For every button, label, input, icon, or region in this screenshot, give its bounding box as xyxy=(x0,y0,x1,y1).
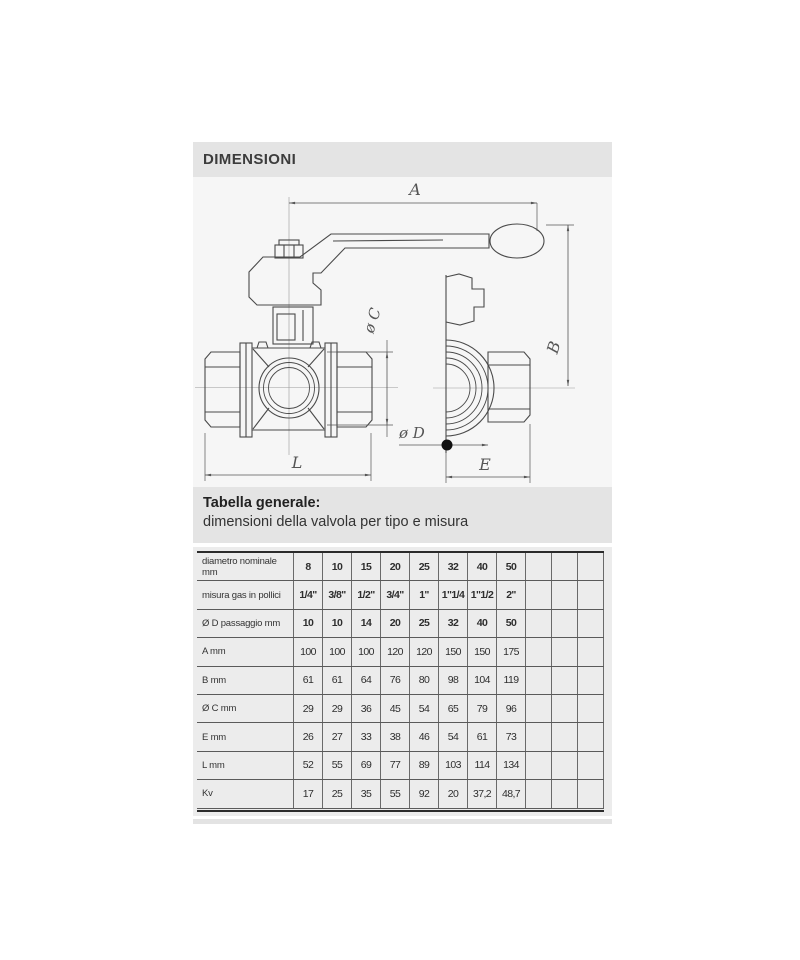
table-cell: 33 xyxy=(352,723,381,750)
table-cell: 80 xyxy=(410,667,439,694)
table-cell-empty xyxy=(578,610,604,637)
table-cell-empty xyxy=(578,667,604,694)
table-cell-empty xyxy=(526,752,552,779)
table-cell: 64 xyxy=(352,667,381,694)
table-cell-empty xyxy=(552,752,578,779)
row-label: L mm xyxy=(197,752,294,779)
table-cell: 150 xyxy=(468,638,497,665)
table-cell-empty xyxy=(578,553,604,580)
dim-label-d: ø D xyxy=(399,424,425,442)
table-cell-empty xyxy=(578,752,604,779)
table-cell: 29 xyxy=(323,695,352,722)
table-cell: 79 xyxy=(468,695,497,722)
table-cell-empty xyxy=(578,780,604,807)
table-cell: 25 xyxy=(410,553,439,580)
table-cell: 55 xyxy=(381,780,410,807)
table-cell: 3/4" xyxy=(381,581,410,608)
table-cell: 40 xyxy=(468,610,497,637)
table-cell-empty xyxy=(578,695,604,722)
row-label: B mm xyxy=(197,667,294,694)
table-cell: 10 xyxy=(323,553,352,580)
dimension-b xyxy=(543,225,574,386)
row-label: E mm xyxy=(197,723,294,750)
table-cell: 73 xyxy=(497,723,526,750)
table-section-header xyxy=(193,487,612,543)
table-cell-empty xyxy=(526,581,552,608)
table-cell: 76 xyxy=(381,667,410,694)
table-cell: 26 xyxy=(294,723,323,750)
table-cell: 65 xyxy=(439,695,468,722)
dim-label-e: E xyxy=(479,455,491,474)
table-cell-empty xyxy=(552,581,578,608)
table-cell: 38 xyxy=(381,723,410,750)
table-cell: 120 xyxy=(410,638,439,665)
table-cell: 150 xyxy=(439,638,468,665)
dimension-d xyxy=(398,424,488,451)
table-cell: 89 xyxy=(410,752,439,779)
table-cell-empty xyxy=(526,610,552,637)
table-cell-empty xyxy=(552,638,578,665)
table-cell-empty xyxy=(552,610,578,637)
table-row xyxy=(197,723,604,751)
dimensions-table xyxy=(197,551,604,812)
table-subtitle: dimensioni della valvola per tipo e misura xyxy=(203,514,469,530)
table-cell: 20 xyxy=(439,780,468,807)
valve-side-view xyxy=(446,274,530,453)
table-cell-empty xyxy=(526,780,552,807)
table-cell: 1"1/2 xyxy=(468,581,497,608)
table-cell: 10 xyxy=(323,610,352,637)
table-row xyxy=(197,581,604,609)
table-cell: 61 xyxy=(323,667,352,694)
row-label: Kv xyxy=(197,780,294,807)
page-title: DIMENSIONI xyxy=(203,151,297,168)
table-cell: 40 xyxy=(468,553,497,580)
table-cell: 100 xyxy=(352,638,381,665)
table-cell-empty xyxy=(578,638,604,665)
table-cell: 35 xyxy=(352,780,381,807)
bottom-shadow-strip xyxy=(193,819,612,824)
dim-label-a: A xyxy=(409,180,421,199)
table-cell: 69 xyxy=(352,752,381,779)
table-cell: 15 xyxy=(352,553,381,580)
dim-label-l: L xyxy=(291,453,303,472)
table-cell: 52 xyxy=(294,752,323,779)
table-cell-empty xyxy=(526,553,552,580)
table-cell: 61 xyxy=(294,667,323,694)
table-cell: 92 xyxy=(410,780,439,807)
table-cell-empty xyxy=(552,667,578,694)
row-label: Ø C mm xyxy=(197,695,294,722)
table-row xyxy=(197,638,604,666)
dimension-a xyxy=(289,180,537,231)
table-cell: 98 xyxy=(439,667,468,694)
table-cell-empty xyxy=(526,695,552,722)
technical-drawing-area xyxy=(193,177,612,487)
table-row xyxy=(197,780,604,808)
table-row xyxy=(197,610,604,638)
row-label: A mm xyxy=(197,638,294,665)
table-cell: 104 xyxy=(468,667,497,694)
row-label: misura gas in pollici xyxy=(197,581,294,608)
table-cell: 14 xyxy=(352,610,381,637)
table-cell: 36 xyxy=(352,695,381,722)
table-row xyxy=(197,752,604,780)
table-cell: 54 xyxy=(439,723,468,750)
table-cell: 100 xyxy=(323,638,352,665)
table-cell: 134 xyxy=(497,752,526,779)
table-cell: 54 xyxy=(410,695,439,722)
table-cell-empty xyxy=(578,581,604,608)
table-cell-empty xyxy=(526,723,552,750)
table-block xyxy=(193,547,612,816)
table-cell: 175 xyxy=(497,638,526,665)
table-cell: 45 xyxy=(381,695,410,722)
table-cell: 1"1/4 xyxy=(439,581,468,608)
table-row xyxy=(197,667,604,695)
table-cell: 32 xyxy=(439,553,468,580)
dimensions-header-bar xyxy=(193,142,612,177)
table-cell-empty xyxy=(552,695,578,722)
table-cell: 25 xyxy=(410,610,439,637)
table-cell: 119 xyxy=(497,667,526,694)
table-cell: 2" xyxy=(497,581,526,608)
table-cell: 50 xyxy=(497,553,526,580)
catalog-page xyxy=(193,142,612,824)
table-cell: 17 xyxy=(294,780,323,807)
table-cell: 20 xyxy=(381,553,410,580)
dimension-l xyxy=(205,433,371,481)
table-cell-empty xyxy=(578,723,604,750)
row-label: Ø D passaggio mm xyxy=(197,610,294,637)
table-cell-empty xyxy=(552,780,578,807)
table-cell: 46 xyxy=(410,723,439,750)
row-label: diametro nominale mm xyxy=(197,553,294,580)
table-cell: 8 xyxy=(294,553,323,580)
valve-technical-drawing xyxy=(193,177,612,487)
table-cell-empty xyxy=(526,667,552,694)
table-cell: 120 xyxy=(381,638,410,665)
dimension-e xyxy=(446,424,530,483)
table-cell-empty xyxy=(552,723,578,750)
table-cell: 29 xyxy=(294,695,323,722)
table-cell: 114 xyxy=(468,752,497,779)
table-row xyxy=(197,695,604,723)
dim-label-c: ø C xyxy=(359,305,385,336)
table-cell: 1/2" xyxy=(352,581,381,608)
table-cell-empty xyxy=(552,553,578,580)
table-cell: 48,7 xyxy=(497,780,526,807)
table-row xyxy=(197,553,604,581)
table-cell: 27 xyxy=(323,723,352,750)
table-cell: 1" xyxy=(410,581,439,608)
table-cell: 100 xyxy=(294,638,323,665)
table-cell: 32 xyxy=(439,610,468,637)
table-cell: 20 xyxy=(381,610,410,637)
table-cell: 3/8" xyxy=(323,581,352,608)
bore-point-marker xyxy=(442,440,453,451)
table-cell: 96 xyxy=(497,695,526,722)
table-title: Tabella generale: xyxy=(203,495,321,511)
table-cell: 37,2 xyxy=(468,780,497,807)
table-cell: 77 xyxy=(381,752,410,779)
table-cell-empty xyxy=(526,638,552,665)
table-cell: 50 xyxy=(497,610,526,637)
table-cell: 103 xyxy=(439,752,468,779)
table-cell: 55 xyxy=(323,752,352,779)
table-cell: 10 xyxy=(294,610,323,637)
table-cell: 61 xyxy=(468,723,497,750)
dim-label-b: B xyxy=(542,338,565,356)
table-cell: 1/4" xyxy=(294,581,323,608)
table-cell: 25 xyxy=(323,780,352,807)
